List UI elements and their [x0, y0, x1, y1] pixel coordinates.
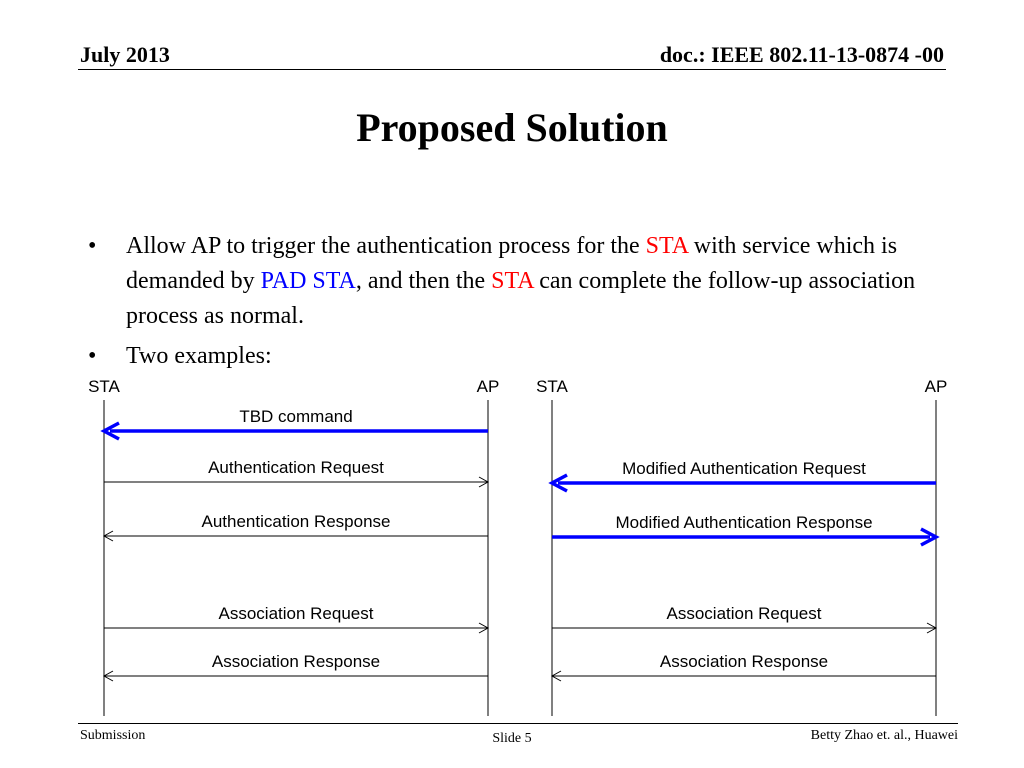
sta-highlight: STA [645, 233, 688, 259]
header-date: July 2013 [80, 42, 170, 67]
bullet-1-text-c: , and then the [355, 268, 492, 294]
bullet-1-text-a: Allow AP to trigger the authentication process for the [126, 233, 646, 259]
pad-sta-highlight: PAD STA [260, 268, 356, 294]
footer-author: Betty Zhao et. al., Huawei [810, 728, 958, 743]
left-ap-label: AP [476, 377, 500, 396]
left-message-label-3: Authentication Response [201, 512, 391, 531]
footer-submission: Submission [80, 728, 146, 743]
bullet-dot-icon: • [88, 233, 97, 259]
bullet-dot-icon: • [88, 343, 97, 369]
right-sta-label: STA [536, 377, 568, 396]
header-doc-id: doc.: IEEE 802.11-13-0874 -00 [659, 42, 944, 67]
left-message-label-1: TBD command [239, 407, 353, 426]
bullet-1-text-b: with service which is demanded by [126, 233, 898, 294]
left-message-label-5: Association Response [211, 652, 381, 671]
right-message-label-3: Association Request [666, 604, 822, 623]
sequence-diagram-left [88, 377, 499, 716]
bullet-1-text-d: can complete the follow-up association process as normal. [126, 268, 916, 329]
right-ap-label: AP [924, 377, 948, 396]
right-message-label-1: Modified Authentication Request [622, 459, 866, 478]
bullet-2-text: Two examples: [126, 343, 272, 369]
slide-title: Proposed Solution [356, 105, 668, 150]
right-message-label-2: Modified Authentication Response [615, 513, 873, 532]
left-message-label-4: Association Request [218, 604, 374, 623]
sequence-diagram-right [536, 377, 947, 716]
left-message-label-2: Authentication Request [208, 458, 384, 477]
left-sta-label: STA [88, 377, 120, 396]
footer-slide-number: Slide 5 [492, 731, 532, 746]
footer-divider [78, 723, 958, 724]
right-message-label-4: Association Response [659, 652, 829, 671]
sta-highlight-2: STA [491, 268, 534, 294]
